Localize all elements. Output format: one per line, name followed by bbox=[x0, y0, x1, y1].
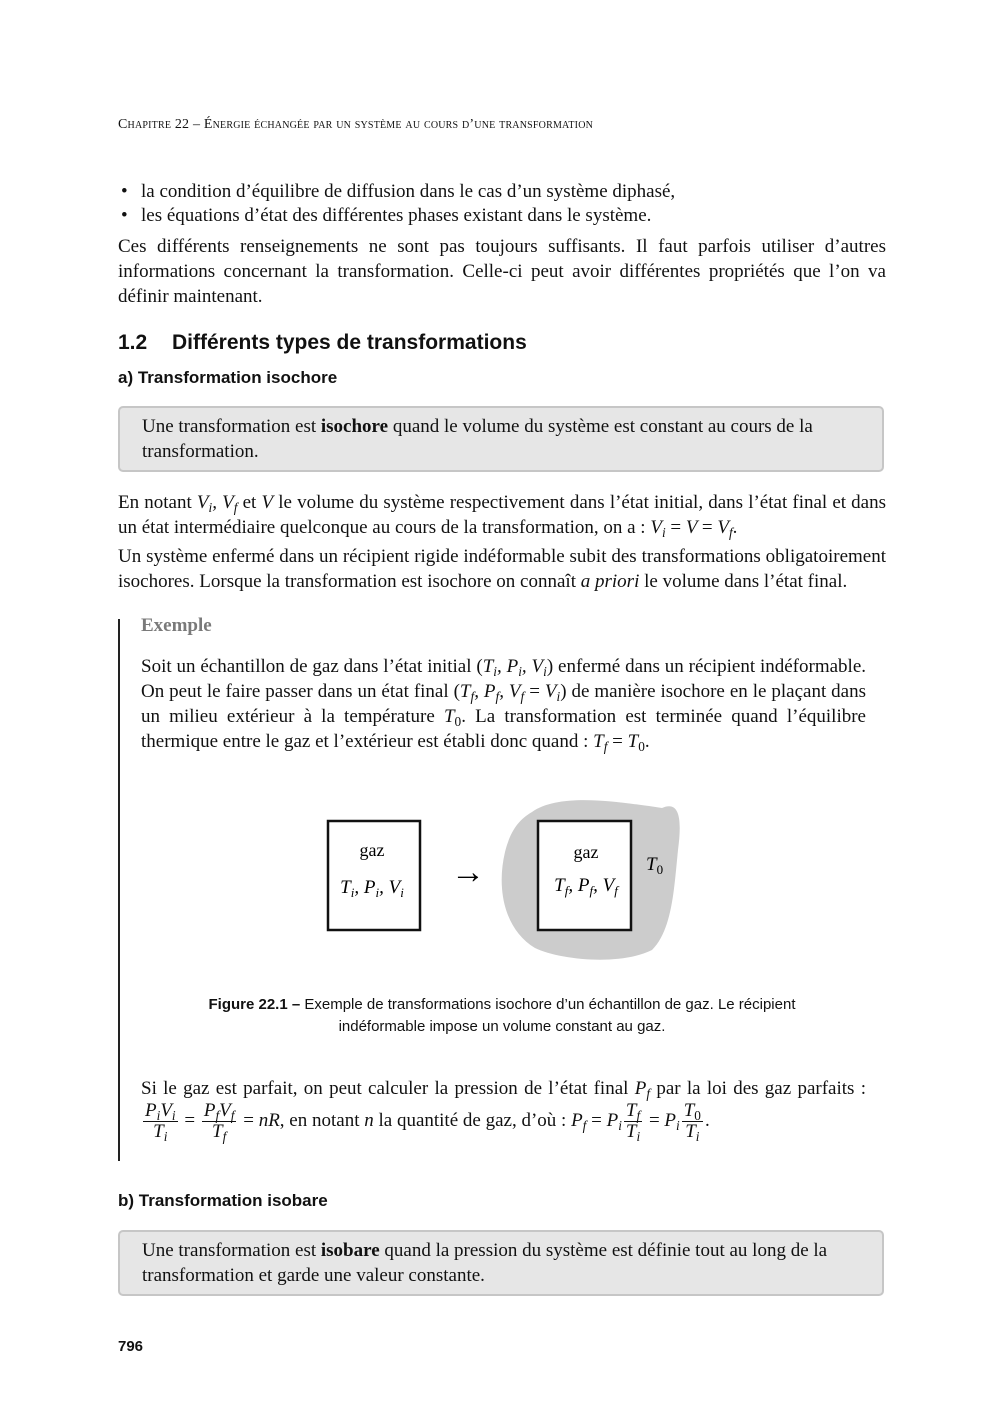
definition-text: Une transformation est bbox=[142, 416, 321, 437]
bullet-icon: • bbox=[121, 205, 128, 226]
text: , en notant bbox=[279, 1109, 365, 1131]
example-paragraph-2: Si le gaz est parfait, on peut calculer la pression de l’état final $P_f$ par la loi des gaz parfaits : $\frac{P_iV_i}{T_i}$ = $\frac{P_fV_f}{T_f}$ = nR, en notant n la quantité de gaz, d’où : $P_f = P_i$ $\frac{T_f}{T_i}$ = $P_i$ $\frac{T_0}{T_i}$ . bbox=[141, 1078, 866, 1144]
list-item bbox=[118, 180, 886, 204]
intro-paragraph: Ces différents renseignements ne sont pas toujours suffisants. Il faut parfois utiliser d’autres informations concernant la transformation. Celle-ci peut avoir différentes propriétés que l’on va définir maintenant. bbox=[118, 236, 886, 307]
state-label-initial: $T_i$, $P_i$, $V_i$ bbox=[340, 877, 404, 900]
emphasis: a priori bbox=[580, 571, 640, 592]
section-title: Différents types de transformations bbox=[172, 331, 527, 354]
state-label-final: $T_f$, $P_f$, $V_f$ bbox=[554, 875, 618, 898]
figure-number: Figure 22.1 bbox=[208, 996, 288, 1013]
chapter-label: Chapitre 22 bbox=[118, 117, 190, 132]
caption-dash: – bbox=[287, 996, 305, 1013]
example-paragraph-1: Soit un échantillon de gaz dans l’état initial ($T_i$, $P_i$, $V_i$) enfermé dans un récipient indéformable. On peut le faire passer dans un état final ($T_f$, $P_f$, $V_f = V_i$) de manière isochore en le plaçant dans un milieu extérieur à la température $T_0$. La transformation est terminée quand l’équilibre thermique entre le gaz et l’extérieur est établi donc quand : $T_f = T_0$. bbox=[141, 656, 867, 754]
section-number: 1.2 bbox=[118, 331, 148, 354]
math-final-state: ($T_f$, $P_f$, $V_f = V_i$) bbox=[453, 681, 567, 704]
text: le volume dans l’état final. bbox=[639, 571, 848, 592]
math-n: n bbox=[364, 1109, 374, 1131]
figure-isochore-diagram bbox=[300, 790, 720, 970]
math-thermal-eq: $T_f = T_0$ bbox=[593, 731, 645, 754]
text: de manière isochore en le plaçant dans un milieu extérieur à la température bbox=[141, 681, 867, 727]
page-number: 796 bbox=[118, 1338, 144, 1355]
text: Si le gaz est parfait, on peut calculer la pression de l’état final bbox=[141, 1078, 635, 1099]
definition-text: Une transformation est bbox=[142, 1240, 321, 1261]
subsection-title-isobare: b) Transformation isobare bbox=[118, 1191, 328, 1210]
figure-caption bbox=[200, 994, 804, 1038]
math-volumes: $V_i$, $V_f$ et V bbox=[196, 492, 274, 515]
text: . La transformation est terminée quand l’équilibre thermique entre le gaz et l’extérieur est établi donc quand : bbox=[141, 706, 866, 752]
bullet-icon: • bbox=[121, 181, 128, 202]
example-margin-bar bbox=[118, 619, 120, 1161]
text: En notant bbox=[118, 492, 197, 513]
text: Soit un échantillon de gaz dans l’état initial bbox=[141, 656, 477, 677]
text: le volume du système respectivement dans l’état initial, dans l’état final et dans un état intermédiaire quelconque au cours de la transformation, on a : bbox=[118, 492, 887, 538]
list-item bbox=[118, 204, 886, 228]
gas-label-final: gaz bbox=[573, 842, 599, 862]
list-item-text: la condition d’équilibre de diffusion dans le cas d’un système diphasé, bbox=[141, 181, 676, 202]
running-header bbox=[118, 117, 593, 133]
temperature-label-T0: $T_0$ bbox=[646, 854, 664, 877]
isochore-paragraph-2 bbox=[118, 544, 886, 594]
example-label: Exemple bbox=[141, 615, 212, 636]
subsection-title-isochore: a) Transformation isochore bbox=[118, 368, 338, 387]
definition-box-isochore bbox=[118, 406, 884, 472]
definition-text: quand le volume du système est constant au cours de la transformation. bbox=[142, 416, 813, 462]
math-ideal-gas-law: $\frac{P_iV_i}{T_i}$ = $\frac{P_fV_f}{T_f}$ = nR bbox=[145, 1100, 280, 1144]
math-Pf-result: $P_f = P_i$ $\frac{T_f}{T_i}$ = $P_i$ $\frac{T_0}{T_i}$ bbox=[571, 1100, 701, 1144]
header-dash: – bbox=[189, 117, 204, 132]
math-equality: $V_i = V = V_f$ bbox=[650, 517, 733, 540]
text: par la loi des gaz parfaits : bbox=[650, 1078, 866, 1099]
chapter-title: Énergie échangée par un système au cours d’une transformation bbox=[203, 117, 594, 132]
arrow-icon: → bbox=[451, 854, 485, 891]
text: Un système enfermé dans un récipient rigide indéformable subit des transformations obligatoirement isochores. Lorsque la transformation est isochore on connaît bbox=[118, 546, 886, 592]
text: enfermé dans un récipient indéformable. On peut le faire passer dans un état final bbox=[141, 656, 867, 702]
section-heading bbox=[118, 331, 527, 355]
definition-text: quand la pression du système est définie tout au long de la transformation et garde une valeur constante. bbox=[142, 1240, 828, 1286]
container-initial bbox=[328, 821, 420, 930]
isochore-paragraph-1: En notant $V_i$, $V_f$ et V le volume du système respectivement dans l’état initial, dans l’état final et dans un état intermédiaire quelconque au cours de la transformation, on a : $V_i = V = V_f$. bbox=[118, 492, 887, 540]
math-initial-state: ($T_i$, $P_i$, $V_i$) bbox=[476, 656, 554, 679]
definition-box-isobare bbox=[118, 1230, 884, 1296]
definition-term: isochore bbox=[320, 416, 389, 437]
list-item-text: les équations d’état des différentes phases existant dans le système. bbox=[141, 205, 652, 226]
math-Pf: $P_f$ bbox=[634, 1078, 651, 1101]
gas-label-initial: gaz bbox=[359, 840, 385, 860]
caption-text: Exemple de transformations isochore d’un échantillon de gaz. Le récipient indéformable impose un volume constant au gaz. bbox=[304, 996, 796, 1035]
math-T0: $T_0$ bbox=[443, 706, 462, 729]
text: la quantité de gaz, d’où : bbox=[373, 1109, 572, 1131]
definition-term: isobare bbox=[320, 1240, 380, 1261]
bullet-list bbox=[118, 180, 886, 228]
